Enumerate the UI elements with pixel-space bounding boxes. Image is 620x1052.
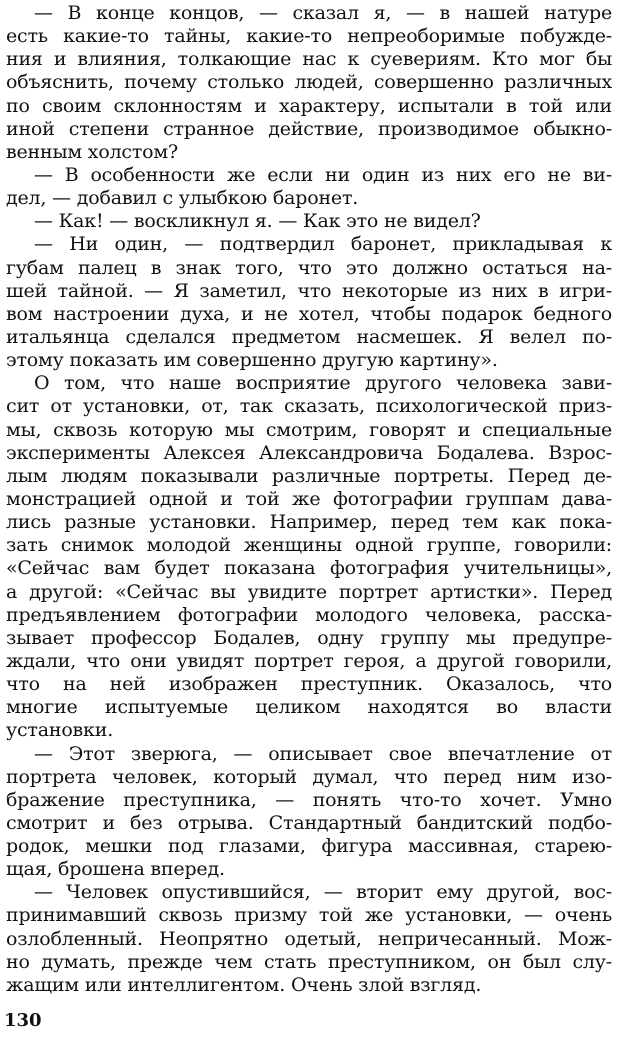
text-line: объяснить, почему столько людей, совершенно различных — [6, 71, 612, 94]
text-line: портрета человек, который думал, что перед ним изо- — [6, 765, 612, 788]
text-line: губам палец в знак того, что это должно остаться на- — [6, 256, 612, 279]
text-line: ния и влияния, толкающие нас к суевериям. Кто мог бы — [6, 48, 612, 71]
text-line: предъявлением фотографии молодого человека, расска- — [6, 603, 612, 626]
text-line: монстрацией одной и той же фотографии группам дава- — [6, 487, 612, 510]
text-line: дел, — добавил с улыбкою баронет. — [6, 187, 359, 210]
text-line: — В особенности же если ни один из них его не ви- — [34, 163, 612, 186]
text-line: эксперименты Алексея Александровича Бодалева. Взрос- — [6, 441, 612, 464]
text-line: сит от установки, от, так сказать, психологической приз- — [6, 395, 612, 418]
text-line: многие испытуемые целиком находятся во власти — [6, 696, 612, 719]
text-line: щая, брошена вперед. — [6, 858, 225, 881]
text-line: венным холстом? — [6, 140, 178, 163]
text-line: итальянца сделался предметом насмешек. Я велел по- — [6, 325, 612, 348]
text-line: принимавший сквозь призму той же установки, — очень — [6, 904, 612, 927]
text-line: бражение преступника, — понять что-то хочет. Умно — [6, 788, 612, 811]
text-line: — Этот зверюга, — описывает свое впечатление от — [34, 742, 612, 765]
text-line: установки. — [6, 719, 114, 742]
text-line: по своим склонностям и характеру, испытали в той или — [6, 94, 612, 117]
text-line: «Сейчас вам будет показана фотография учительницы», — [6, 557, 612, 580]
text-line: но думать, прежде чем стать преступником, он был слу- — [6, 950, 612, 973]
text-line: вом настроении духа, и не хотел, чтобы подарок бедного — [6, 302, 612, 325]
text-line: лись разные установки. Например, перед тем как пока- — [6, 511, 612, 534]
text-line: жащим или интеллигентом. Очень злой взгляд. — [6, 973, 482, 996]
text-line: родок, мешки под глазами, фигура массивная, старею- — [6, 835, 612, 858]
text-line: а другой: «Сейчас вы увидите портрет артистки». Перед — [6, 580, 612, 603]
page-number: 130 — [4, 1010, 42, 1031]
text-line: иной степени странное действие, производимое обыкно- — [6, 117, 612, 140]
text-line: озлобленный. Неопрятно одетый, непричесанный. Мож- — [6, 927, 612, 950]
text-line: смотрит и без отрыва. Стандартный бандитский подбо- — [6, 811, 612, 834]
text-line: О том, что наше восприятие другого человека зави- — [34, 372, 612, 395]
text-line: — Ни один, — подтвердил баронет, прикладывая к — [34, 233, 612, 256]
text-line: что на ней изображен преступник. Оказалось, что — [6, 673, 612, 696]
text-line: зывает профессор Бодалев, одну группу мы предупре- — [6, 626, 612, 649]
text-line: этому показать им совершенно другую картину». — [6, 349, 498, 372]
body-text — [6, 2, 612, 997]
text-line: — Человек опустившийся, — вторит ему другой, вос- — [34, 881, 612, 904]
text-line: мы, сквозь которую мы смотрим, говорят и специальные — [6, 418, 612, 441]
text-line: — В конце концов, — сказал я, — в нашей натуре — [34, 2, 612, 24]
text-line: зать снимок молодой женщины одной группе, говорили: — [6, 534, 612, 557]
text-line: ждали, что они увидят портрет героя, а другой говорили, — [6, 649, 612, 672]
text-line: лым людям показывали различные портреты. Перед де- — [6, 464, 612, 487]
text-line: — Как! — воскликнул я. — Как это не видел? — [34, 210, 481, 233]
text-line: шей тайной. — Я заметил, что некоторые из них в игри- — [6, 279, 612, 302]
text-line: есть какие-то тайны, какие-то непреоборимые побужде- — [6, 25, 612, 48]
